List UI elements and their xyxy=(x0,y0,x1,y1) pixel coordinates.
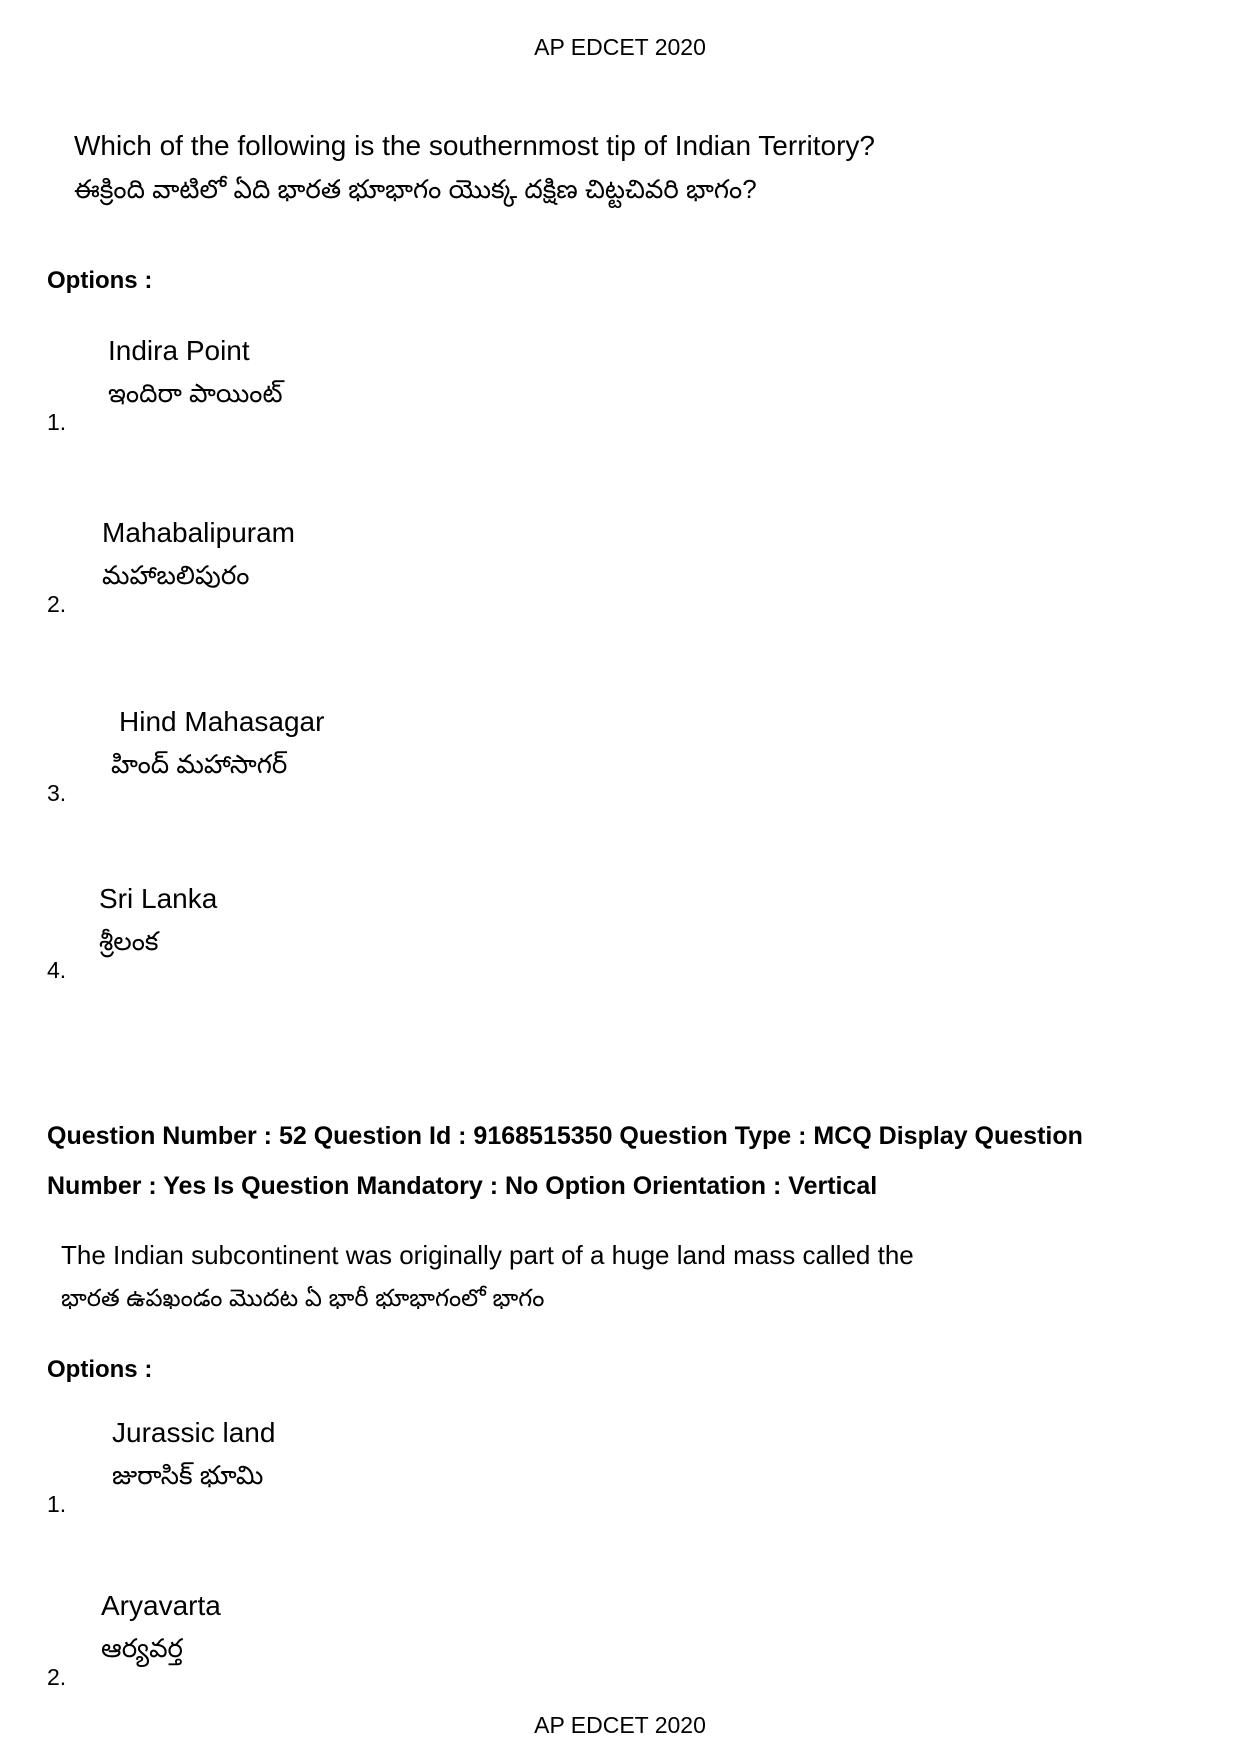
option-text-te: ఆర్యవర్త xyxy=(101,1633,183,1663)
option-item xyxy=(0,1416,1240,1521)
option-number: 3. xyxy=(47,780,67,806)
option-number: 4. xyxy=(47,957,67,983)
option-number: 2. xyxy=(47,1664,67,1690)
option-text-en: Mahabalipuram xyxy=(102,517,295,548)
option-item xyxy=(0,516,1240,621)
question-text-en: Which of the following is the southernmost tip of Indian Territory? xyxy=(74,130,875,161)
question-block xyxy=(0,120,1240,1000)
option-item xyxy=(0,882,1240,987)
option-text-te: ఇందిరా పాయింట్ xyxy=(108,378,283,408)
option-text-en: Aryavarta xyxy=(101,1590,221,1621)
question-text-en: The Indian subcontinent was originally part of a huge land mass called the xyxy=(61,1240,914,1270)
option-text-te: శ్రీలంక xyxy=(99,926,159,956)
option-number: 1. xyxy=(47,409,67,435)
option-text-en: Sri Lanka xyxy=(99,883,218,914)
question-block xyxy=(0,1110,1240,1710)
option-number: 1. xyxy=(47,1491,67,1517)
options-label: Options : xyxy=(47,267,153,294)
option-number: 2. xyxy=(47,591,67,617)
option-text-en: Hind Mahasagar xyxy=(119,706,325,737)
option-text-te: హింద్ మహాసాగర్ xyxy=(111,749,288,779)
question-text-te: ఈక్రింది వాటిలో ఏది భారత భూభాగం యొక్క దక్షిణ చిట్టచివరి భాగం? xyxy=(74,174,757,204)
option-text-en: Indira Point xyxy=(108,335,250,366)
option-item xyxy=(0,705,1240,810)
option-text-te: జురాసిక్ భూమి xyxy=(112,1460,264,1490)
question-meta-line: Question Number : 52 Question Id : 9168515350 Question Type : MCQ Display Question xyxy=(47,1122,1083,1150)
page-footer-title: AP EDCET 2020 xyxy=(534,1712,706,1738)
question-meta-line: Number : Yes Is Question Mandatory : No Option Orientation : Vertical xyxy=(47,1172,878,1200)
page-header-title: AP EDCET 2020 xyxy=(534,34,706,60)
option-text-te: మహాబలిపురం xyxy=(102,560,250,590)
option-text-en: Jurassic land xyxy=(112,1417,276,1448)
options-label: Options : xyxy=(47,1356,153,1383)
option-item xyxy=(0,1589,1240,1694)
option-item xyxy=(0,334,1240,439)
question-text-te: భారత ఉపఖండం మొదట ఏ భారీ భూభాగంలో భాగం xyxy=(61,1285,545,1312)
